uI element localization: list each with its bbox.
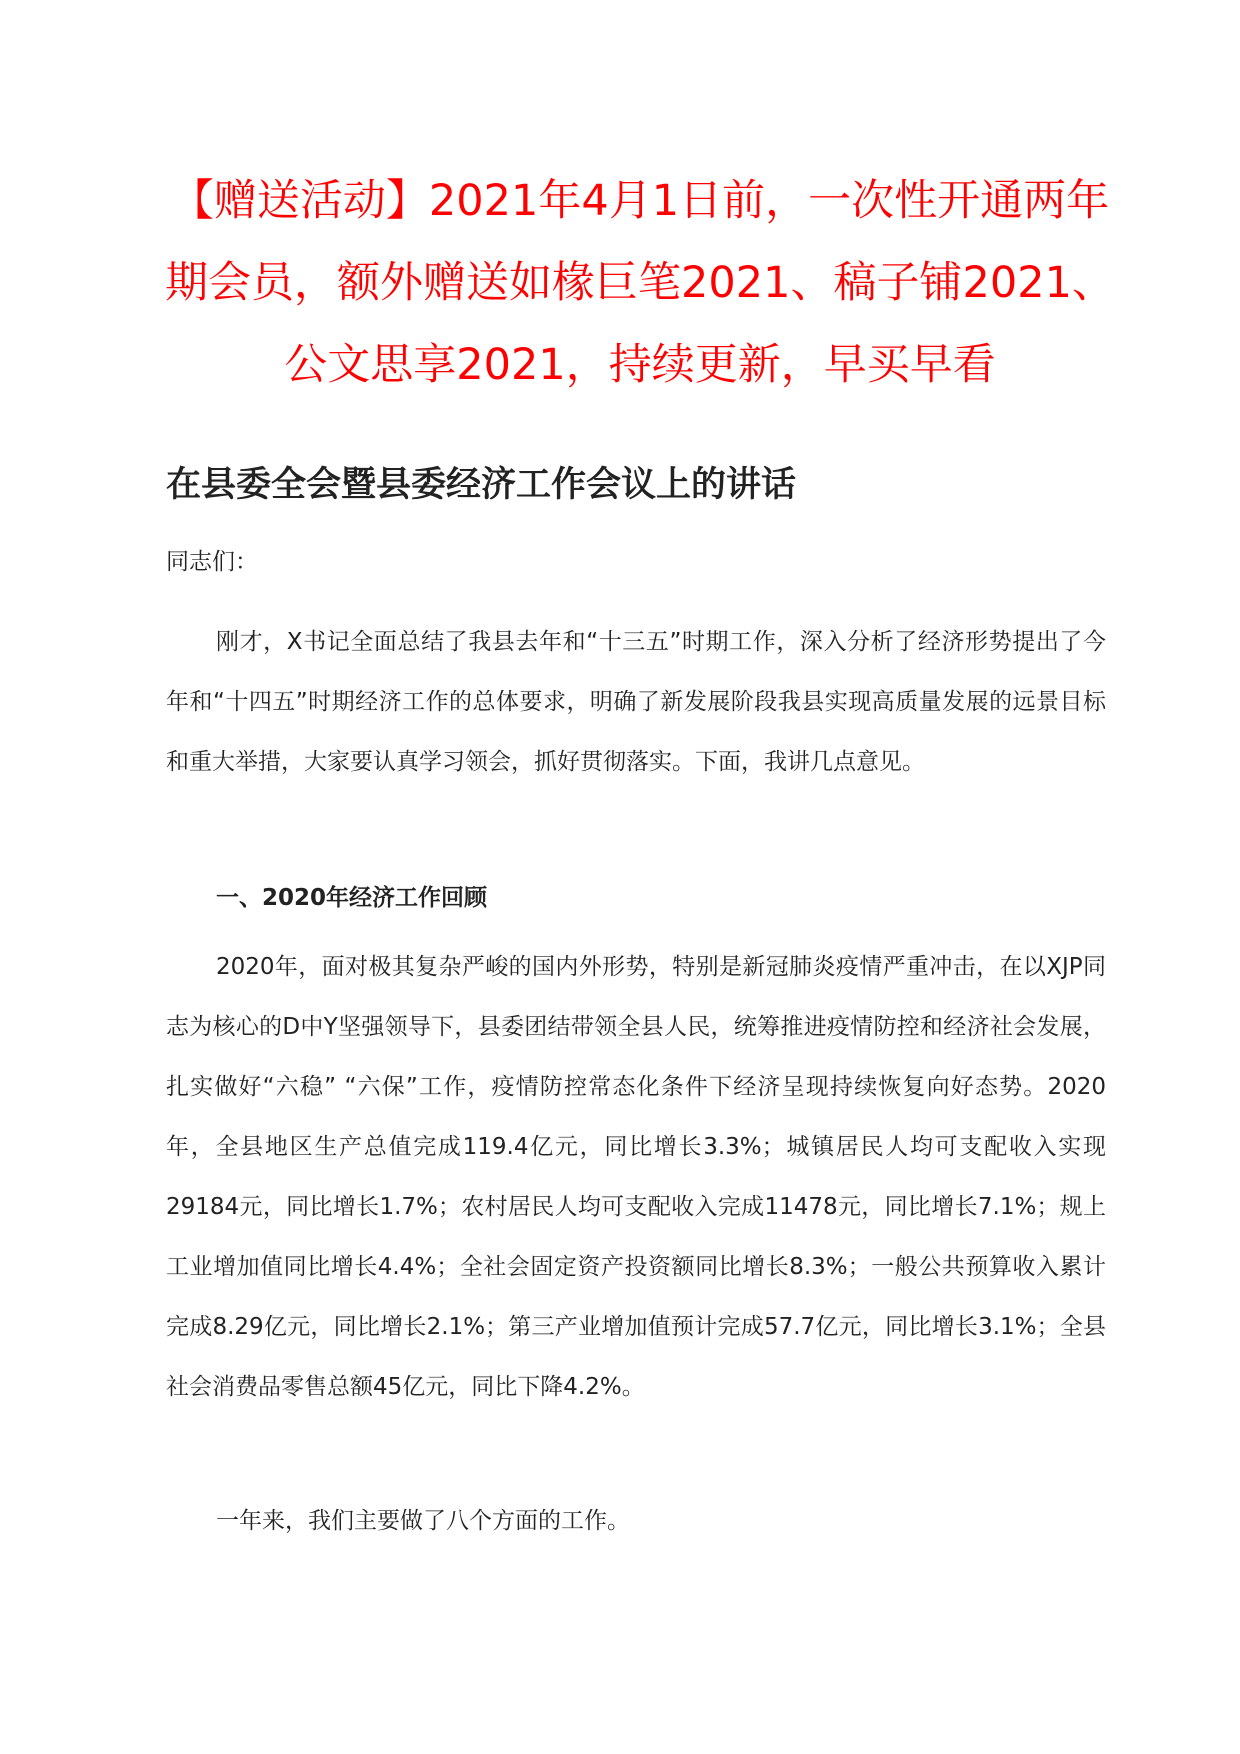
document-title: 在县委全会暨县委经济工作会议上的讲话	[166, 465, 797, 505]
paragraph-intro: 刚才，X书记全面总结了我县去年和“十三五”时期工作，深入分析了经济形势提出了今年和“十四五”时期经济工作的总体要求，明确了新发展阶段我县实现高质量发展的远景目标和重大举措，大家要认真学习领会，抓好贯彻落实。下面，我讲几点意见。	[166, 629, 1106, 775]
promo-banner: 【赠送活动】2021年4月1日前，一次性开通两年期会员，额外赠送如椽巨笔2021、稿子铺2021、公文思享2021，持续更新，早买早看	[165, 176, 1115, 390]
paragraph-summary: 一年来，我们主要做了八个方面的工作。	[216, 1508, 630, 1534]
paragraph-review: 2020年，面对极其复杂严峻的国内外形势，特别是新冠肺炎疫情严重冲击，在以XJP同志为核心的D中Y坚强领导下，县委团结带领全县人民，统筹推进疫情防控和经济社会发展，扎实做好“六稳” “六保”工作，疫情防控常态化条件下经济呈现持续恢复向好态势。2020年，全县地区生产总值完成119.4亿元，同比增长3.3%；城镇居民人均可支配收入实现29184元，同比增长1.7%；农村居民人均可支配收入完成11478元，同比增长7.1%；规上工业增加值同比增长4.4%；全社会固定资产投资额同比增长8.3%；一般公共预算收入累计完成8.29亿元，同比增长2.1%；第三产业增加值预计完成57.7亿元，同比增长3.1%；全县社会消费品零售总额45亿元，同比下降4.2%。	[166, 954, 1106, 1400]
greeting: 同志们：	[166, 549, 258, 575]
section-heading: 一、2020年经济工作回顾	[216, 885, 488, 911]
